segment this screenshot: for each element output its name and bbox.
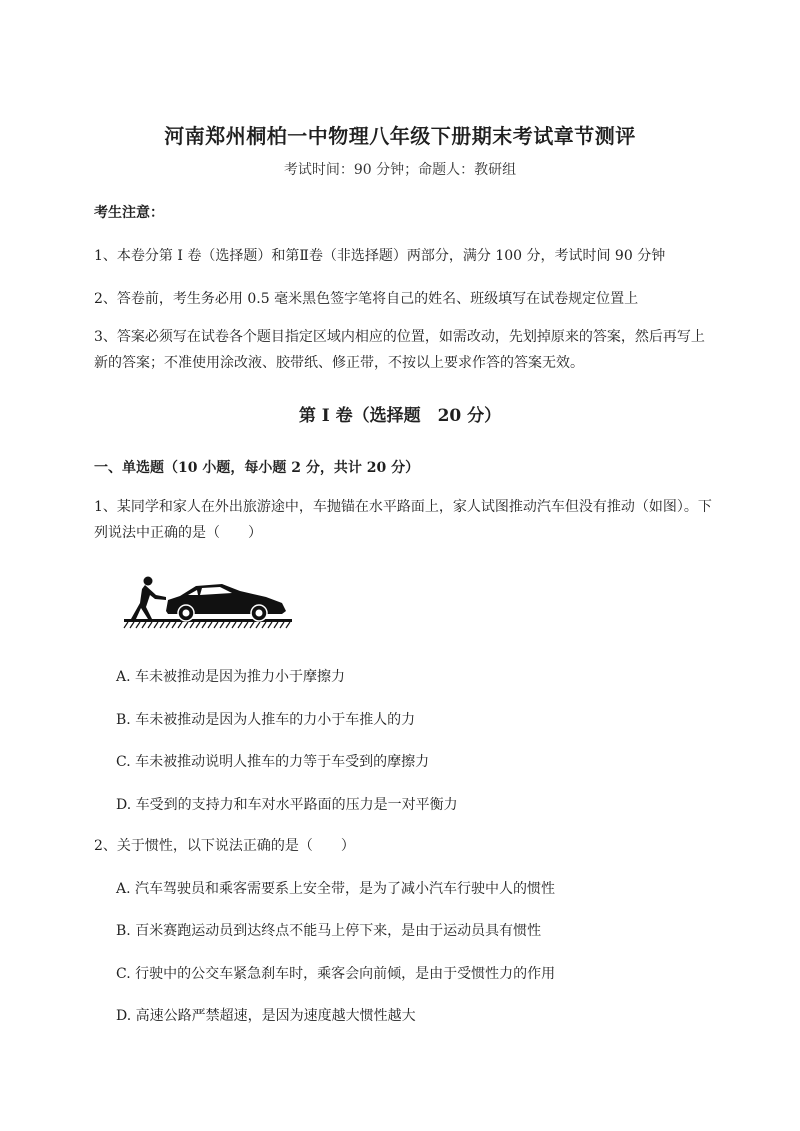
person-pushing-car-icon — [122, 573, 294, 629]
question-1-option-b: B. 车未被推动是因为人推车的力小于车推人的力 — [116, 712, 416, 728]
question-2-option-b: B. 百米赛跑运动员到达终点不能马上停下来，是由于运动员具有惯性 — [116, 923, 542, 939]
question-1-option-a: A. 车未被推动是因为推力小于摩擦力 — [116, 669, 346, 685]
question-1-stem: 1、某同学和家人在外出旅游途中，车抛锚在水平路面上，家人试图推动汽车但没有推动（如图）。下列说法中正确的是（ ） — [94, 499, 712, 541]
question-2-stem: 2、关于惯性，以下说法正确的是（ ） — [94, 838, 355, 854]
question-2-option-a: A. 汽车驾驶员和乘客需要系上安全带，是为了减小汽车行驶中人的惯性 — [116, 881, 556, 897]
notice-item-1: 1、本卷分第 I 卷（选择题）和第Ⅱ卷（非选择题）两部分，满分 100 分，考试时间 90 分钟 — [94, 248, 666, 264]
section-title: 第 I 卷（选择题 20 分） — [298, 406, 502, 426]
question-1-option-c: C. 车未被推动说明人推车的力等于车受到的摩擦力 — [116, 754, 430, 770]
notice-item-3: 3、答案必须写在试卷各个题目指定区域内相应的位置，如需改动，先划掉原来的答案，然后再写上新的答案；不准使用涂改液、胶带纸、修正带，不按以上要求作答的答案无效。 — [94, 329, 705, 371]
notice-item-2: 2、答卷前，考生务必用 0.5 毫米黑色签字笔将自己的姓名、班级填写在试卷规定位置上 — [94, 291, 639, 307]
exam-subtitle: 考试时间：90 分钟；命题人：教研组 — [283, 162, 517, 178]
notice-label: 考生注意： — [94, 205, 164, 221]
question-1-option-d: D. 车受到的支持力和车对水平路面的压力是一对平衡力 — [116, 797, 458, 813]
question-2-option-c: C. 行驶中的公交车紧急刹车时，乘客会向前倾，是由于受惯性力的作用 — [116, 966, 556, 982]
exam-title: 河南郑州桐柏一中物理八年级下册期末考试章节测评 — [164, 124, 636, 148]
part-heading: 一、单选题（10 小题，每小题 2 分，共计 20 分） — [94, 460, 420, 476]
question-2-option-d: D. 高速公路严禁超速，是因为速度越大惯性越大 — [116, 1008, 416, 1024]
